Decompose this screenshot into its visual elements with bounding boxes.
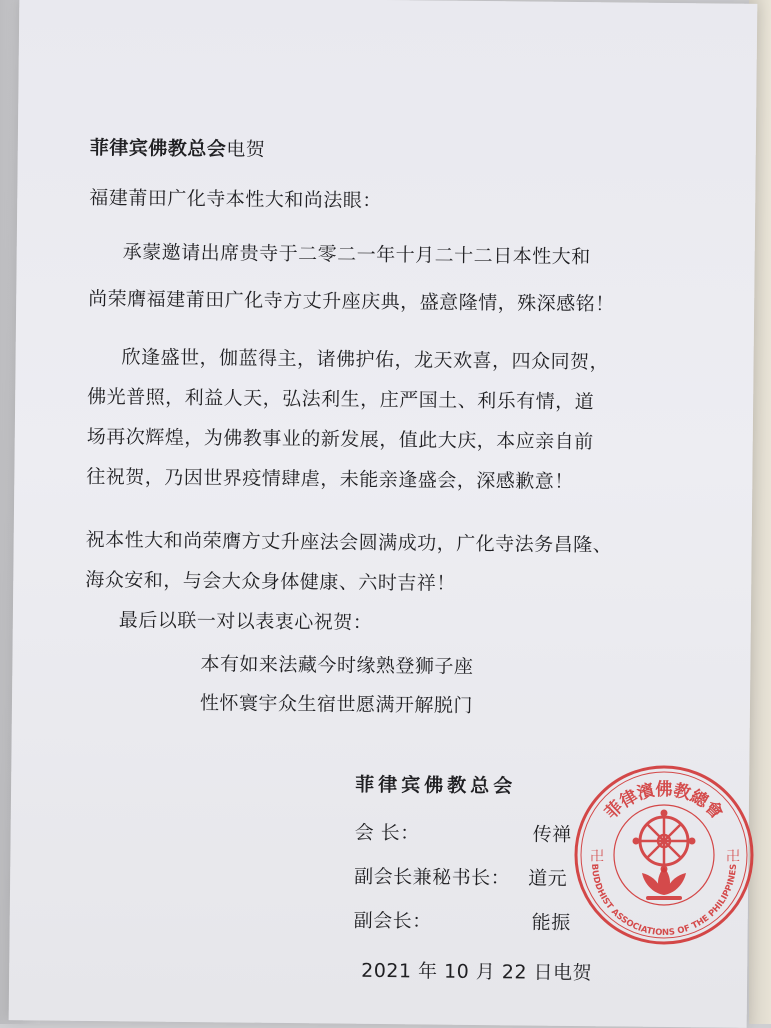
title-suffix: 电贺 [226, 138, 266, 161]
para2-line4: 往祝贺，乃因世界疫情肆虐，未能亲逢盛会，深感歉意！ [86, 465, 574, 493]
para3-line1: 祝本性大和尚荣膺方丈升座法会圆满成功，广化寺法务昌隆、 [85, 528, 613, 557]
couplet-line2: 性怀寰宇众生宿世愿满开解脱门 [199, 692, 474, 717]
title-org: 菲律宾佛教总会 [89, 136, 227, 161]
signature-name-1: 传禅 [532, 823, 572, 846]
para2-line3: 场再次辉煌，为佛教事业的新发展，值此大庆，本应亲自前 [86, 425, 594, 454]
signature-title-2: 副会长兼秘书长： [354, 865, 511, 890]
signature-name-3: 能振 [531, 911, 571, 934]
signature-title-3: 副会长： [353, 909, 432, 933]
couplet-intro: 最后以联一对以表衷心祝贺： [118, 609, 373, 634]
seal-swastika-right-icon: 卍 [726, 849, 740, 865]
para2-line1: 欣逢盛世，伽蓝得主，诸佛护佑，龙天欢喜，四众同贺， [121, 346, 610, 374]
signature-date: 2021 年 10 月 22 日电贺 [361, 959, 593, 985]
association-seal [572, 763, 756, 947]
couplet-line1: 本有如来法藏今时缘熟登狮子座 [200, 653, 474, 678]
signature-org: 菲律宾佛教总会 [355, 773, 517, 798]
para3-line2: 海众安和，与会大众身体健康、六时吉祥！ [85, 568, 456, 595]
para1-line2: 尚荣膺福建莆田广化寺方丈升座庆典，盛意隆情，殊深感铭！ [88, 287, 615, 316]
signature-name-2: 道元 [528, 867, 568, 890]
para2-line2: 佛光普照，利益人天，弘法利生，庄严国土、利乐有情，道 [87, 385, 595, 414]
letter-title [90, 133, 266, 162]
signature-title-1: 会 长： [354, 821, 420, 845]
seal-swastika-left-icon: 卍 [590, 849, 604, 865]
svg-text:菲律濱佛教總會: 菲律濱佛教總會 [601, 780, 727, 824]
dharma-wheel-icon [633, 810, 695, 872]
lotus-icon [642, 867, 686, 900]
para1-line1: 承蒙邀请出席贵寺于二零二一年十月二十二日本性大和 [122, 241, 591, 269]
svg-text:BUDDHIST ASSOCIATIONS OF THE P: BUDDHIST ASSOCIATIONS OF THE PHILIPPINES [588, 863, 740, 939]
salutation: 福建莆田广化寺本性大和尚法眼： [89, 186, 382, 212]
